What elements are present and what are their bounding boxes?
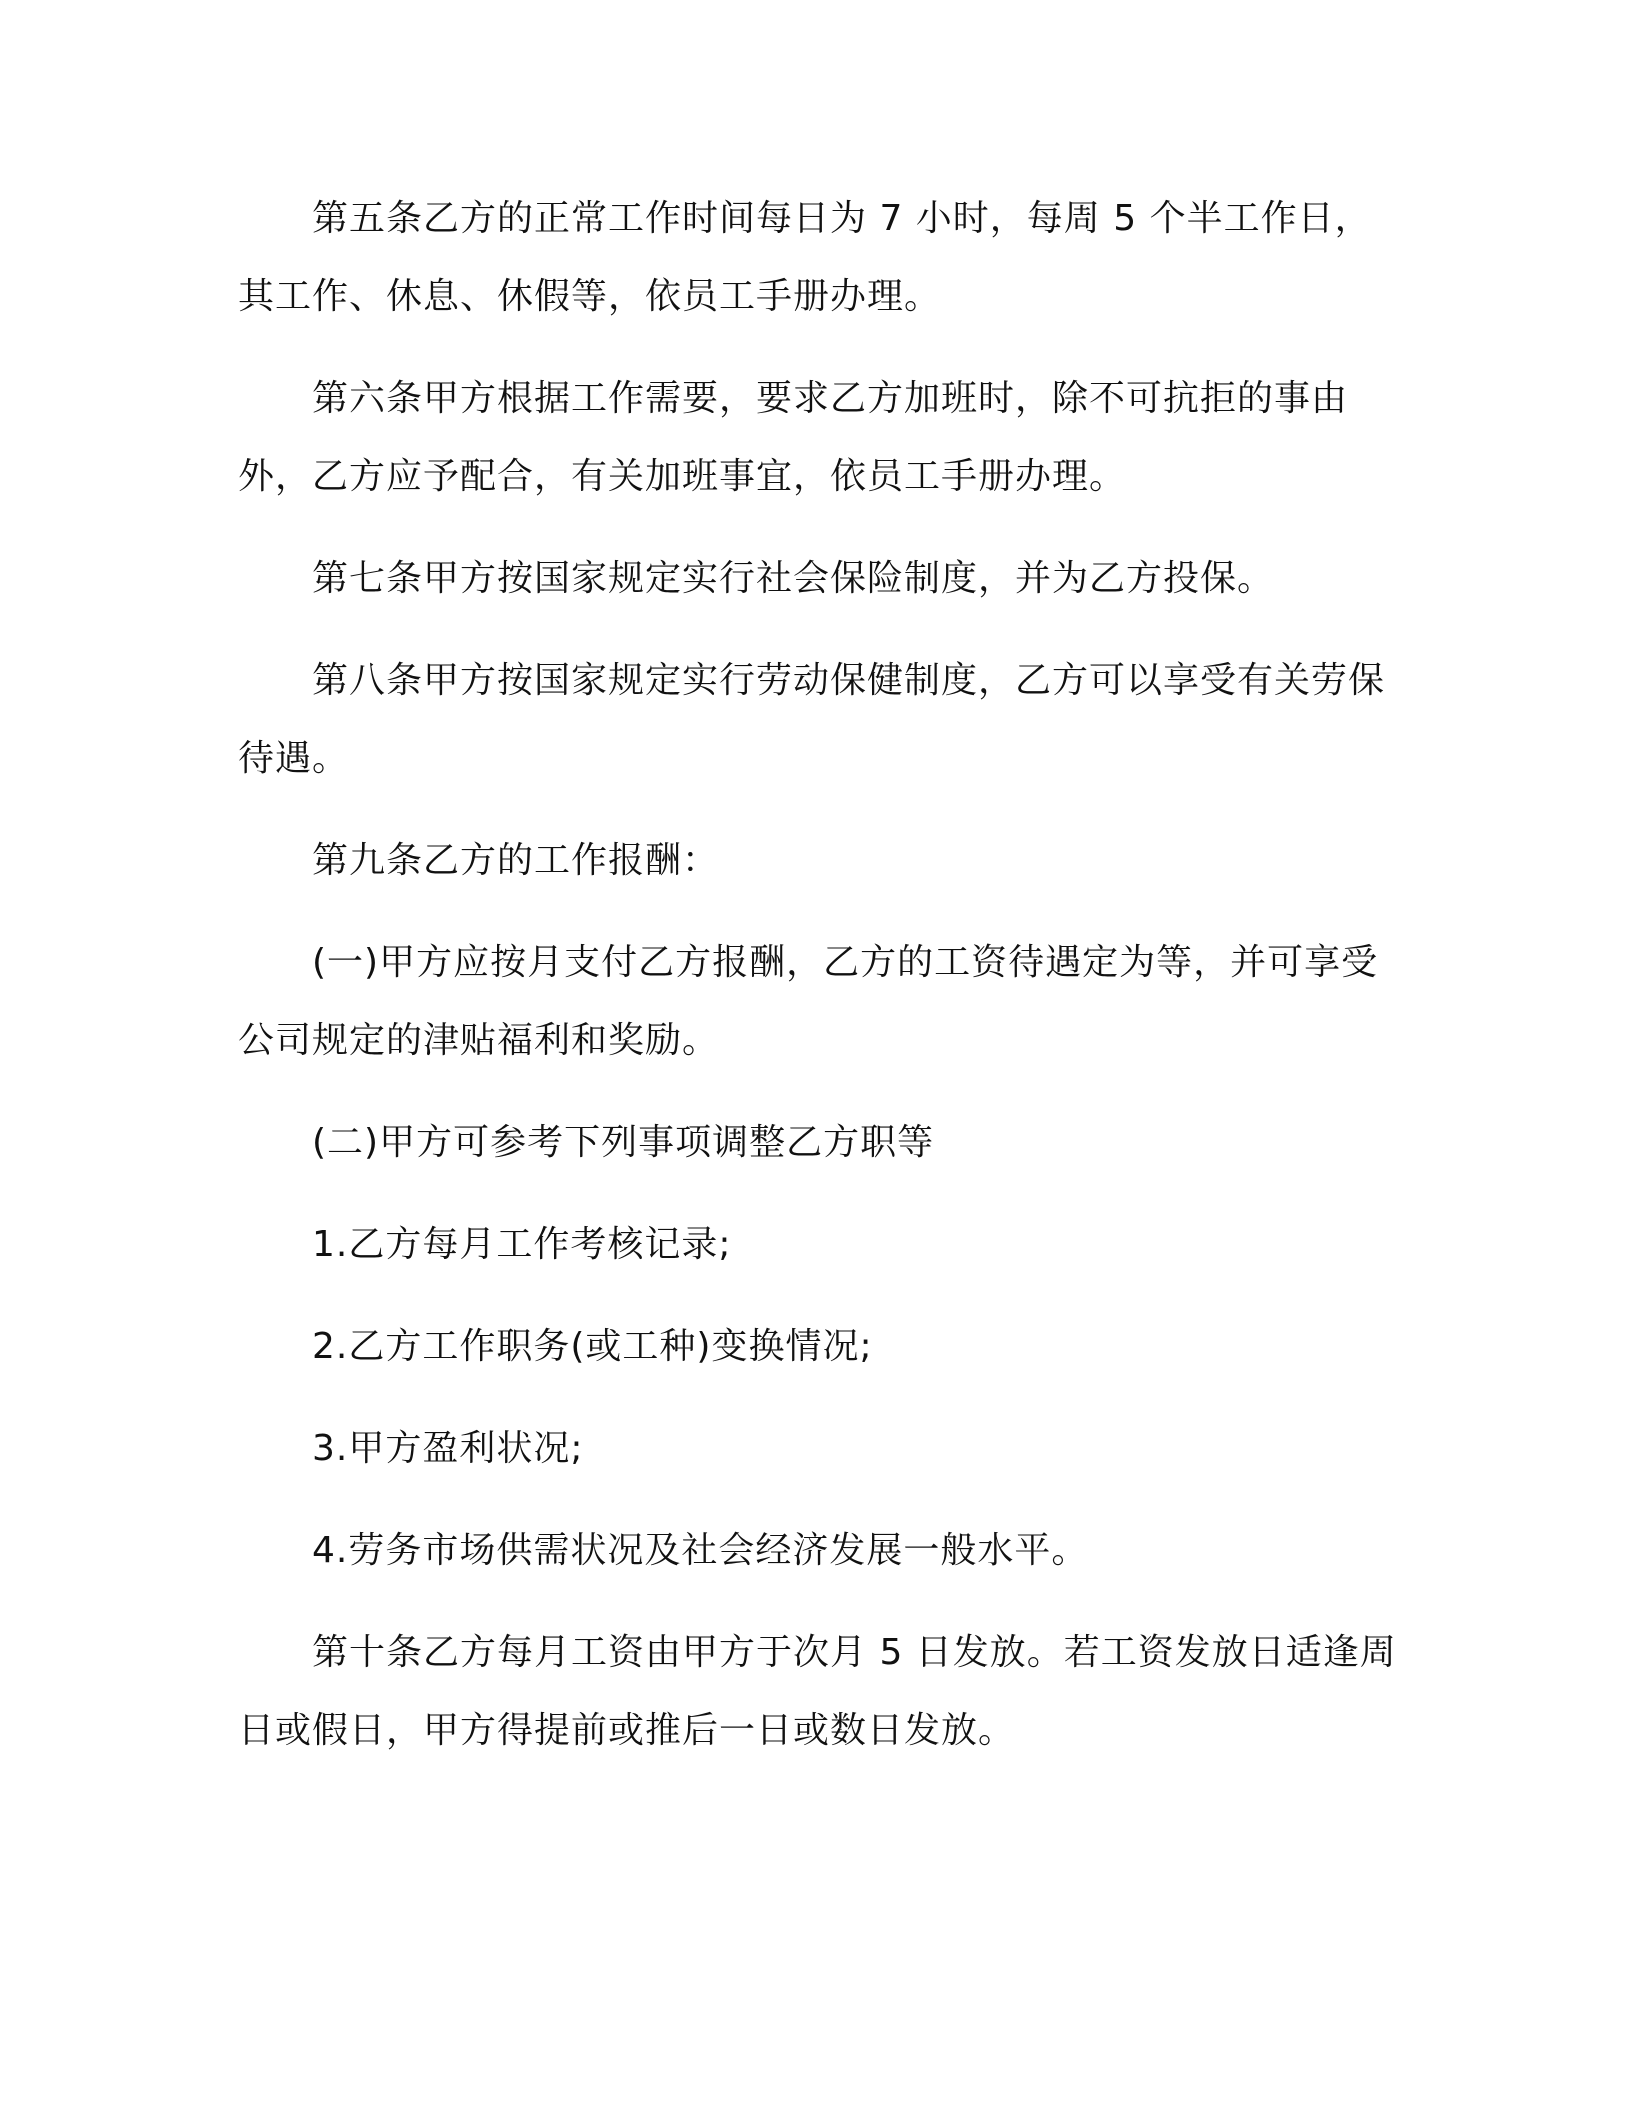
article-7-paragraph: 第七条甲方按国家规定实行社会保险制度，并为乙方投保。 (312, 558, 1275, 599)
list-item-4: 4.劳务市场供需状况及社会经济发展一般水平。 (312, 1530, 1089, 1571)
article-9-heading: 第九条乙方的工作报酬： (312, 840, 720, 881)
article-10-paragraph: 第十条乙方每月工资由甲方于次月 5 日发放。若工资发放日适逢周日或假日，甲方得提前或推后一日或数日发放。 (238, 1632, 1397, 1751)
article-6-paragraph: 第六条甲方根据工作需要，要求乙方加班时，除不可抗拒的事由外，乙方应予配合，有关加班事宜，依员工手册办理。 (238, 378, 1349, 497)
article-8-paragraph: 第八条甲方按国家规定实行劳动保健制度，乙方可以享受有关劳保待遇。 (238, 660, 1386, 779)
article-5-paragraph: 第五条乙方的正常工作时间每日为 7 小时，每周 5 个半工作日，其工作、休息、休假等，依员工手册办理。 (238, 198, 1372, 317)
article-9-item-2: (二)甲方可参考下列事项调整乙方职等 (312, 1122, 935, 1163)
list-item-3: 3.甲方盈利状况; (312, 1428, 584, 1469)
article-9-item-1: (一)甲方应按月支付乙方报酬，乙方的工资待遇定为等，并可享受公司规定的津贴福利和奖励。 (238, 942, 1379, 1061)
list-item-2: 2.乙方工作职务(或工种)变换情况; (312, 1326, 873, 1367)
document-body (238, 180, 1398, 1770)
list-item-1: 1.乙方每月工作考核记录; (312, 1224, 732, 1265)
